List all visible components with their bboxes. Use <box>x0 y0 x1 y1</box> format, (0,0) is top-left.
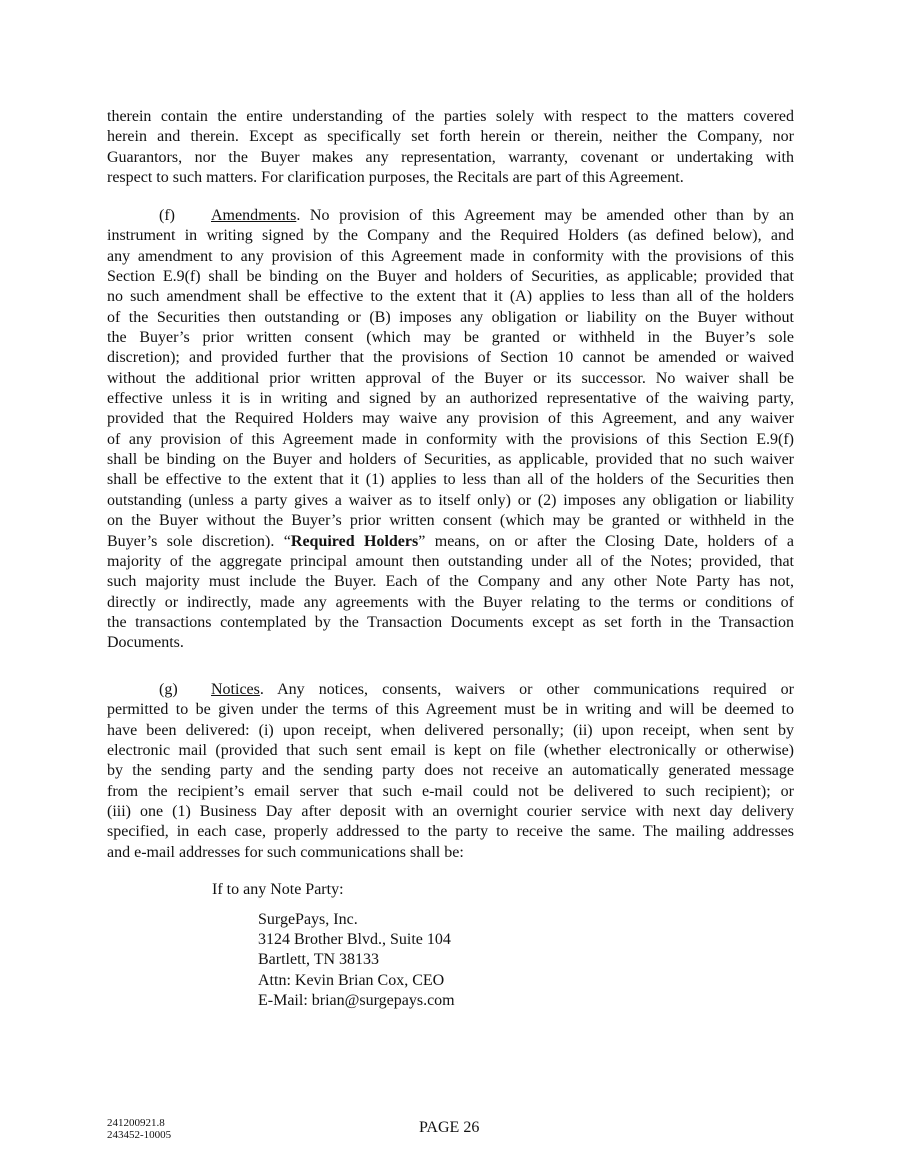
section-label: (f) <box>159 207 175 224</box>
text-line <box>107 287 794 307</box>
section-label: (g) <box>159 681 178 698</box>
text-line <box>107 782 794 802</box>
line-text: have been delivered: (i) upon receipt, when delivered personally; (ii) upon receipt, when sent by <box>107 721 794 739</box>
text-line <box>107 308 794 328</box>
text-line <box>107 409 794 429</box>
line-text: the Buyer’s prior written consent (which may be granted or withheld in the Buyer’s sole <box>107 329 794 347</box>
text-line <box>107 127 794 147</box>
defined-term: Required Holders <box>290 532 419 550</box>
line-text: shall be effective to the extent that it (1) applies to less than all of the holders of the Securities then <box>107 471 794 489</box>
address-city: Bartlett, TN 38133 <box>258 951 380 969</box>
line-text: effective unless it is in writing and signed by an authorized representative of the waiving party, <box>107 390 794 408</box>
text-line <box>107 552 794 572</box>
line-text: Documents. <box>107 634 184 652</box>
line-text: Buyer’s sole discretion). “ <box>107 532 291 550</box>
section-heading: Amendments <box>211 207 297 224</box>
address-street: 3124 Brother Blvd., Suite 104 <box>258 931 451 949</box>
text-line <box>107 761 794 781</box>
line-text: on the Buyer without the Buyer’s prior written consent (which may be granted or withheld in the <box>107 512 794 530</box>
line-text: ” means, on or after the Closing Date, holders of a <box>418 532 794 550</box>
text-line <box>107 247 794 267</box>
line-text: the transactions contemplated by the Transaction Documents except as set forth in the Transaction <box>107 613 794 631</box>
text-line <box>107 470 794 490</box>
section-heading: Notices <box>211 681 260 698</box>
text-line <box>107 206 794 226</box>
line-text: permitted to be given under the terms of this Agreement must be in writing and will be deemed to <box>107 701 794 719</box>
text-line <box>107 348 794 368</box>
line-text: directly or indirectly, made any agreements with the Buyer relating to the terms or conditions of <box>107 593 794 611</box>
text-line <box>107 369 794 389</box>
line-text: Guarantors, nor the Buyer makes any representation, warranty, covenant or undertaking with <box>107 148 794 166</box>
line-text: specified, in each case, properly addressed to the party to receive the same. The mailing addresses <box>107 823 794 841</box>
line-text: and e-mail addresses for such communications shall be: <box>107 843 464 861</box>
line-text: outstanding (unless a party gives a waiver as to itself only) or (2) imposes any obligation or liability <box>107 491 794 509</box>
paragraph-amendments <box>107 206 794 654</box>
line-text: without the additional prior written approval of the Buyer or its successor. No waiver shall be <box>107 369 794 387</box>
text-line <box>107 700 794 720</box>
text-line <box>107 633 794 653</box>
line-text: of the Securities then outstanding or (B) imposes any obligation or liability on the Buyer without <box>107 308 794 326</box>
line-text: instrument in writing signed by the Company and the Required Holders (as defined below), and <box>107 227 794 245</box>
line-text: discretion); and provided further that the provisions of Section 10 cannot be amended or waived <box>107 349 794 367</box>
address-company: SurgePays, Inc. <box>258 911 358 928</box>
text-line <box>107 843 794 863</box>
text-line <box>107 450 794 470</box>
text-line <box>107 593 794 613</box>
page-number: PAGE 26 <box>419 1119 480 1136</box>
paragraph-intro <box>107 107 794 188</box>
line-text: provided that the Required Holders may waive any provision of this Agreement, and any waiver <box>107 410 794 428</box>
text-line <box>107 511 794 531</box>
address-block <box>258 910 455 1011</box>
line-text: shall be binding on the Buyer and holders of Securities, as applicable, provided that no such waiver <box>107 451 794 469</box>
line-text: by the sending party and the sending party does not receive an automatically generated message <box>107 762 794 780</box>
text-line <box>107 226 794 246</box>
line-text: respect to such matters. For clarification purposes, the Recitals are part of this Agreement. <box>107 169 684 187</box>
text-line <box>107 148 794 168</box>
paragraph-notices <box>107 680 794 863</box>
text-line <box>107 168 794 188</box>
line-text: . No provision of this Agreement may be amended other than by an <box>296 207 794 224</box>
text-line <box>107 491 794 511</box>
text-line <box>107 328 794 348</box>
doc-id-1: 241200921.8 <box>107 1117 165 1129</box>
line-text: . Any notices, consents, waivers or other communications required or <box>259 681 794 698</box>
line-text: any amendment to any provision of this Agreement made in conformity with the provisions of this <box>107 247 794 265</box>
text-line <box>107 802 794 822</box>
line-text: herein and therein. Except as specifically set forth herein or therein, neither the Company, nor <box>107 128 794 146</box>
line-text: from the recipient’s email server that such e-mail could not be delivered to such recipient); or <box>107 782 794 800</box>
address-email: E-Mail: brian@surgepays.com <box>258 991 455 1009</box>
line-text: no such amendment shall be effective to the extent that it (A) applies to less than all of the holders <box>107 288 794 306</box>
text-line <box>107 822 794 842</box>
text-line <box>107 613 794 633</box>
doc-id-2: 243452-10005 <box>107 1129 172 1141</box>
line-text: majority of the aggregate principal amount then outstanding under all of the Notes; provided, that <box>107 552 794 570</box>
text-line <box>107 267 794 287</box>
line-text: of any provision of this Agreement made in conformity with the provisions of this Section E.9(f) <box>107 430 794 448</box>
line-text: electronic mail (provided that such sent email is kept on file (whether electronically or otherwise) <box>107 742 794 760</box>
text-line <box>107 107 794 127</box>
address-intro: If to any Note Party: <box>212 881 344 898</box>
footer-doc-id <box>107 1117 171 1141</box>
text-line <box>107 389 794 409</box>
line-text: such majority must include the Buyer. Each of the Company and any other Note Party has not, <box>107 573 794 591</box>
text-line <box>107 721 794 741</box>
address-attn: Attn: Kevin Brian Cox, CEO <box>258 971 445 989</box>
text-line <box>107 741 794 761</box>
text-line <box>107 680 794 700</box>
line-text: (iii) one (1) Business Day after deposit with an overnight courier service with next day delivery <box>107 803 794 821</box>
line-text: Section E.9(f) shall be binding on the Buyer and holders of Securities, as applicable; provided that <box>107 268 794 286</box>
line-text: therein contain the entire understanding of the parties solely with respect to the matters covered <box>107 108 794 125</box>
text-line <box>107 572 794 592</box>
text-line <box>107 430 794 450</box>
text-line <box>107 532 794 552</box>
